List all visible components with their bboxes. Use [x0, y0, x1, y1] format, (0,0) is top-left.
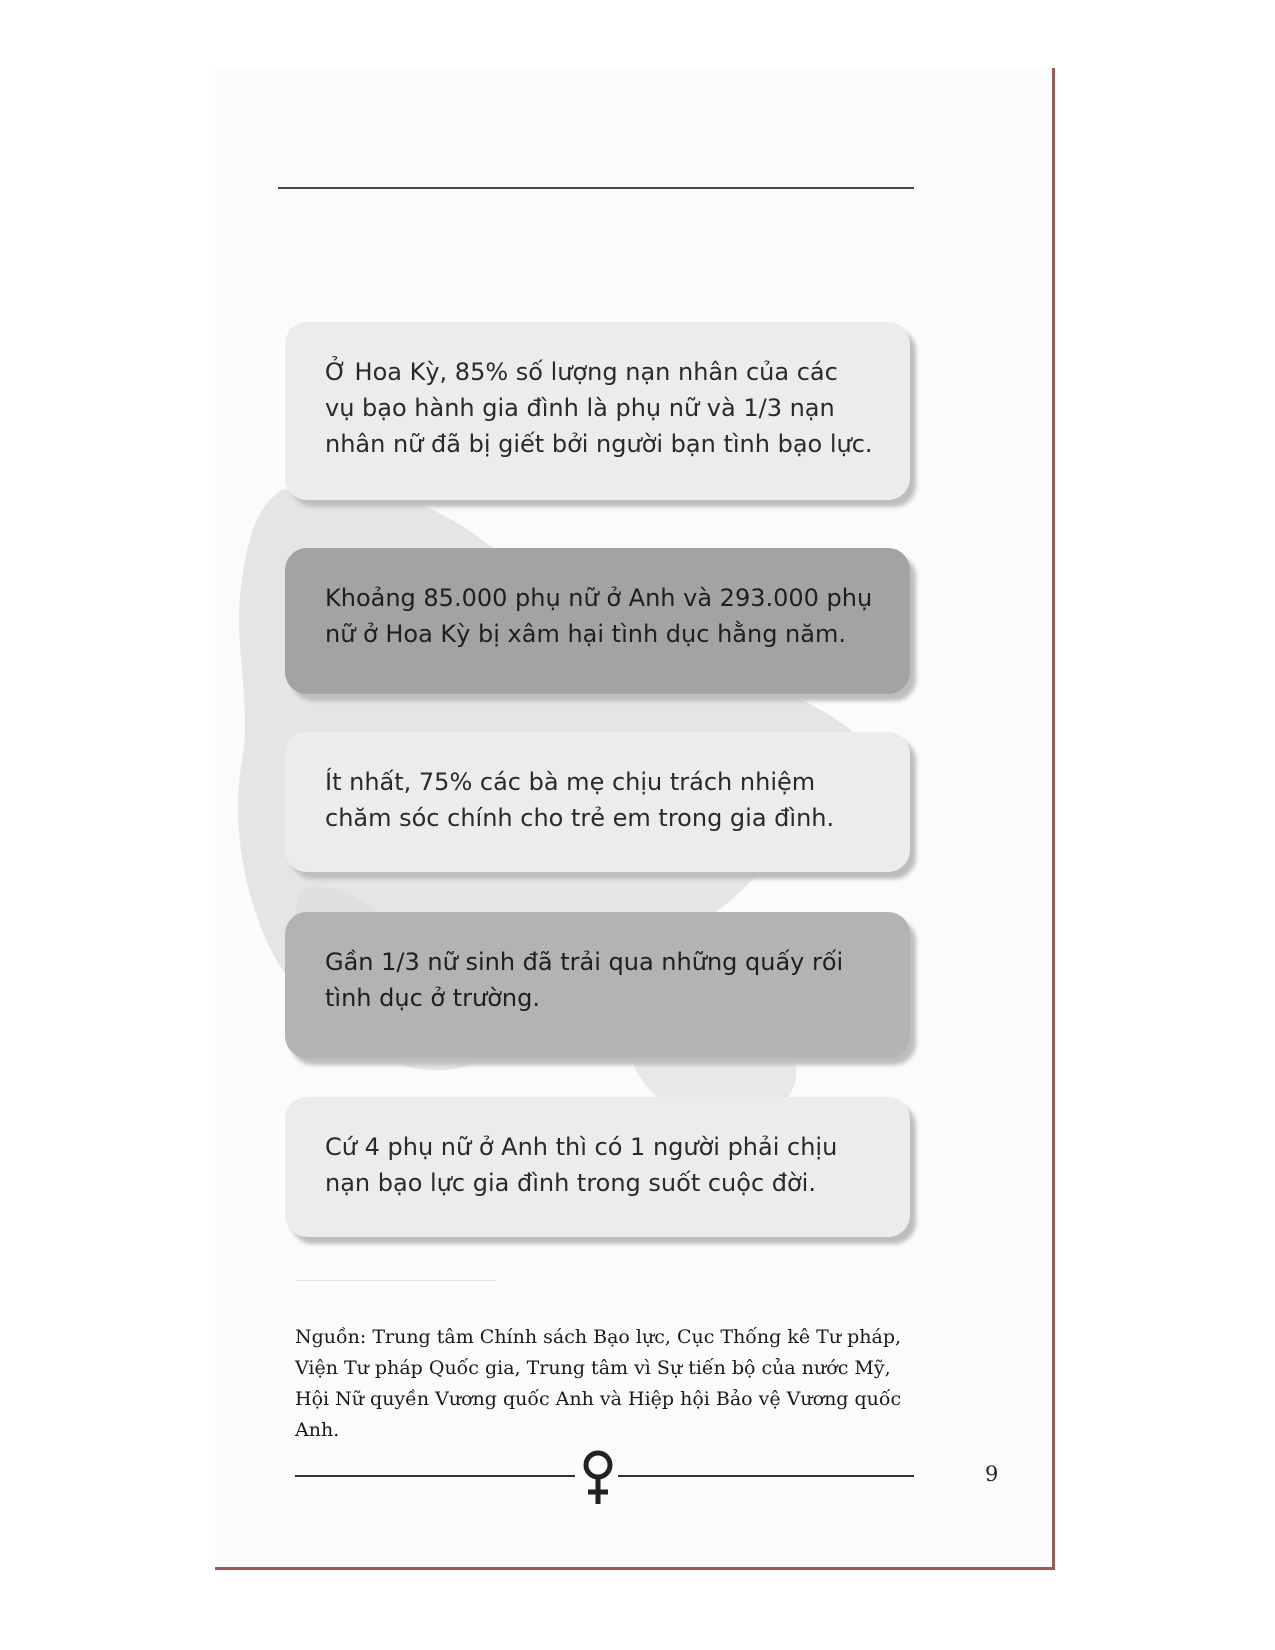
fact-box-3: [285, 732, 910, 872]
page-number: 9: [985, 1462, 999, 1486]
venus-symbol-icon: [578, 1448, 618, 1508]
footer-rule-right: [618, 1475, 914, 1477]
footer-rule-left: [295, 1475, 575, 1477]
source-note: Nguồn: Trung tâm Chính sách Bạo lực, Cục Thống kê Tư pháp, Viện Tư pháp Quốc gia, Trung tâm vì Sự tiến bộ của nước Mỹ, Hội Nữ quyền Vương quốc Anh và Hiệp hội Bảo vệ Vương quốc Anh.: [295, 1326, 902, 1441]
fact-box-1: [285, 322, 910, 500]
footnote-rule: [295, 1280, 495, 1281]
fact-text: Ở Hoa Kỳ, 85% số lượng nạn nhân của các vụ bạo hành gia đình là phụ nữ và 1/3 nạn nhân nữ đã bị giết bởi người bạn tình bạo lực.: [325, 358, 873, 458]
fact-box-4: [285, 912, 910, 1058]
header-rule: [278, 187, 914, 189]
fact-text: Gần 1/3 nữ sinh đã trải qua những quấy rối tình dục ở trường.: [325, 948, 844, 1012]
fact-text: Ít nhất, 75% các bà mẹ chịu trách nhiệm chăm sóc chính cho trẻ em trong gia đình.: [325, 768, 835, 832]
fact-text: Cứ 4 phụ nữ ở Anh thì có 1 người phải chịu nạn bạo lực gia đình trong suốt cuộc đời.: [325, 1133, 838, 1197]
fact-box-2: [285, 548, 910, 694]
fact-box-5: [285, 1097, 910, 1237]
fact-text: Khoảng 85.000 phụ nữ ở Anh và 293.000 phụ nữ ở Hoa Kỳ bị xâm hại tình dục hằng năm.: [325, 584, 873, 648]
